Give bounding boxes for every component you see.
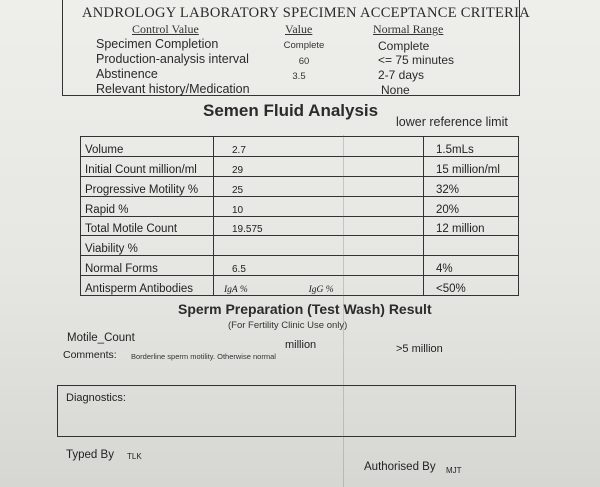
typed-by-value: TLK	[127, 452, 142, 461]
igg-label: IgG %	[308, 285, 334, 295]
table-row	[81, 196, 519, 216]
table-row	[81, 176, 519, 196]
comments-label: Comments:	[63, 349, 117, 361]
typed-by-label: Typed By	[66, 449, 114, 461]
parameter-label: Rapid %	[81, 196, 214, 216]
parameter-label: Progressive Motility %	[81, 176, 214, 196]
motile-count-normal: >5 million	[396, 343, 443, 355]
motile-count-unit: million	[285, 339, 317, 351]
control-value-header: Control Value	[132, 22, 199, 36]
comments-text: Borderline sperm motility. Otherwise normal	[131, 352, 276, 361]
reference-limit: 4%	[424, 256, 519, 276]
criteria-label: Relevant history/Medication	[96, 82, 250, 96]
motile-count-label: Motile_Count	[67, 332, 135, 344]
iga-label: IgA %	[224, 285, 248, 295]
diagnostics-label: Diagnostics:	[66, 392, 126, 404]
criteria-value: Complete	[283, 40, 325, 51]
parameter-label: Antisperm Antibodies	[81, 276, 214, 296]
result-value	[214, 236, 424, 256]
criteria-label: Specimen Completion	[96, 37, 219, 51]
parameter-label: Normal Forms	[81, 256, 214, 276]
criteria-title: ANDROLOGY LABORATORY SPECIMEN ACCEPTANCE CRITERIA	[82, 5, 531, 21]
result-value: 6.5	[214, 256, 424, 276]
normal-range-header: Normal Range	[373, 22, 444, 36]
authorised-by-value: MJT	[446, 466, 462, 475]
antibody-values	[214, 276, 424, 296]
reference-limit: <50%	[424, 276, 519, 296]
reference-limit: 15 million/ml	[424, 156, 519, 176]
reference-limit	[424, 236, 519, 256]
table-row	[81, 137, 519, 157]
semen-analysis-title: Semen Fluid Analysis	[203, 101, 379, 120]
reference-limit: 20%	[424, 196, 519, 216]
result-value: 19.575	[214, 216, 424, 236]
table-row	[81, 216, 519, 236]
parameter-label: Total Motile Count	[81, 216, 214, 236]
result-value: 10	[214, 196, 424, 216]
value-header: Value	[285, 22, 313, 36]
parameter-label: Initial Count million/ml	[81, 156, 214, 176]
criteria-value: 3.5	[292, 71, 306, 82]
criteria-label: Production-analysis interval	[96, 52, 249, 66]
reference-limit: 32%	[424, 176, 519, 196]
criteria-normal: 2-7 days	[378, 68, 425, 82]
authorised-by-label: Authorised By	[364, 461, 436, 473]
criteria-label: Abstinence	[96, 67, 158, 81]
criteria-normal: None	[381, 83, 410, 97]
table-row	[81, 256, 519, 276]
criteria-normal: Complete	[378, 39, 430, 53]
result-value: 25	[214, 176, 424, 196]
table-row	[81, 236, 519, 256]
sperm-preparation-title: Sperm Preparation (Test Wash) Result	[178, 301, 432, 317]
fertility-clinic-note: (For Fertility Clinic Use only)	[228, 320, 348, 331]
criteria-value: 60	[298, 56, 310, 67]
reference-limit: 1.5mLs	[424, 137, 519, 157]
result-value: 2.7	[214, 137, 424, 157]
reference-limit: 12 million	[424, 216, 519, 236]
criteria-normal: <= 75 minutes	[378, 53, 455, 67]
lower-reference-label: lower reference limit	[396, 115, 508, 129]
table-row	[81, 156, 519, 176]
table-row	[81, 276, 519, 296]
paper-fold-line	[343, 135, 344, 487]
semen-analysis-table	[80, 136, 519, 296]
parameter-label: Viability %	[81, 236, 214, 256]
parameter-label: Volume	[81, 137, 214, 157]
result-value: 29	[214, 156, 424, 176]
